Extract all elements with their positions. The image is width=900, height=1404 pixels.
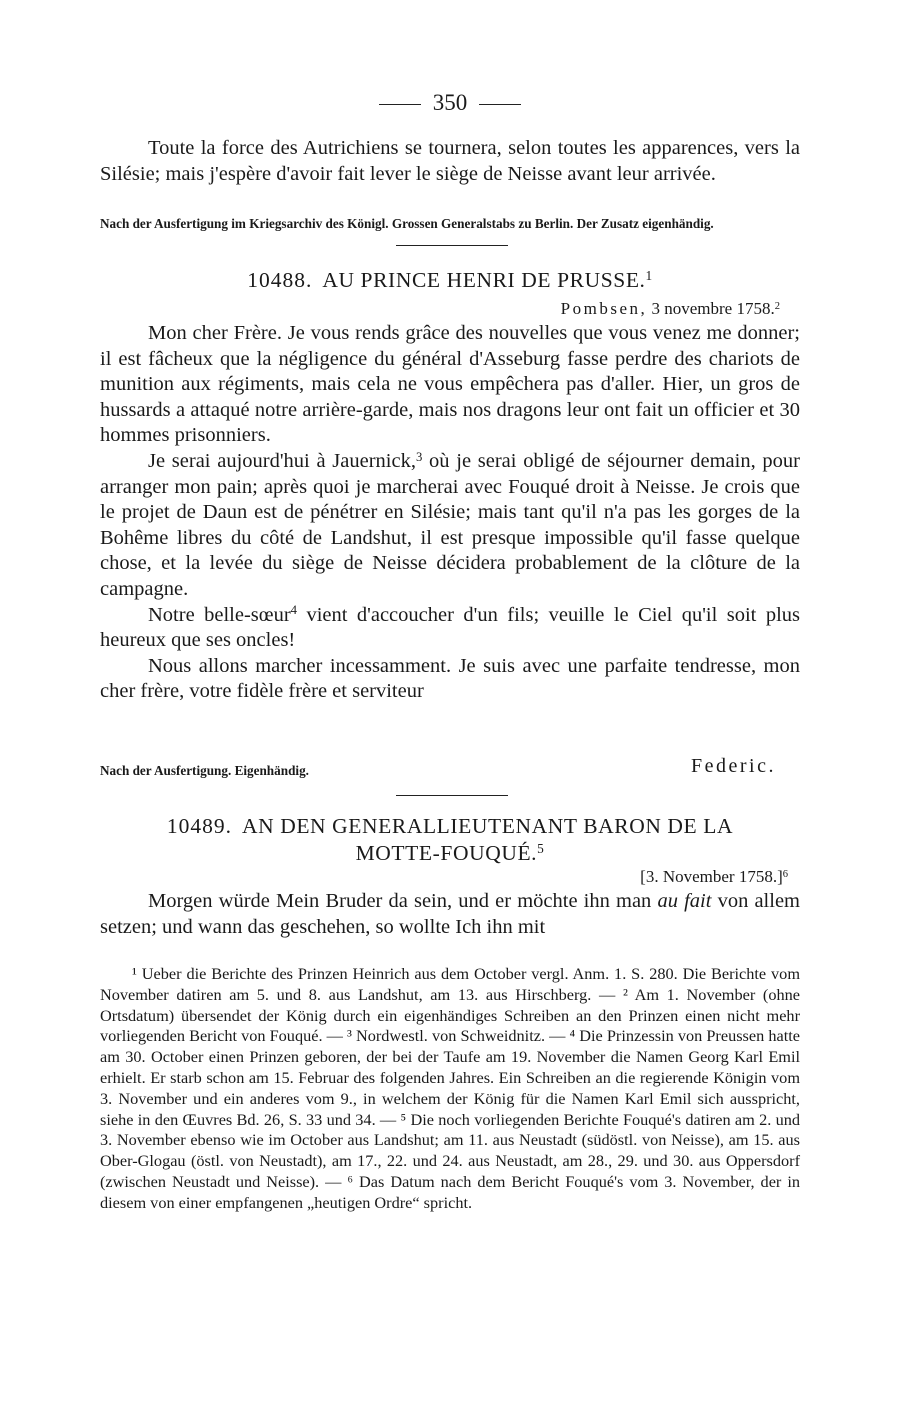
letter-10489-body xyxy=(100,889,800,940)
date: 3 novembre 1758. xyxy=(651,299,775,318)
footnotes-text: ¹ Ueber die Berichte des Prinzen Heinrich aus dem October vergl. Anm. 1. S. 280. Die Berichte vom November datiren am 5. und 8. aus Landshut, am 13. aus Hirschberg. — ² Am 1. November (ohne Ortsdatum) übersendet der König durch ein eigenhändiges Schreiben an den Prinzen einen nicht mehr vorliegenden Bericht von Fouqué. — ³ Nordwestl. von Schweidnitz. — ⁴ Die Prinzessin von Preussen hatte am 30. October einen Prinzen geboren, der bei der Taufe am 19. November die Namen Georg Karl Emil erhielt. Er starb schon am 15. Februar des folgenden Jahres. Ein Schreiben an die regierende Königin vom 3. November und ein anderes vom 9., in welchem der König für die Namen Karl Emil sich ausspricht, siehe in den Œuvres Bd. 26, S. 33 und 34. — ⁵ Die noch vorliegenden Berichte Fouqué's datiren am 2. und 3. November ebenso wie im October aus Landshut; am 11. aus Neustadt (südöstl. von Neisse), am 15. aus Ober-Glogau (östl. von Neustadt), am 17., 22. und 24. aus Neustadt, am 28., 29. und 30. aus Oppersdorf (zwischen Neustadt und Neisse). — ⁶ Das Datum nach dem Bericht Fouqué's vom 3. November, der in diesem von einer empfangenen „heutigen Ordre“ spricht. xyxy=(100,964,800,1212)
footnotes xyxy=(100,964,800,1214)
letter-10488-dateline xyxy=(100,298,780,320)
page-number: 350 xyxy=(432,90,468,115)
footnote-ref: 5 xyxy=(537,841,545,857)
paragraph xyxy=(100,889,800,940)
text: Notre belle-sœur xyxy=(148,603,291,626)
footnote-ref: 4 xyxy=(290,603,298,618)
footnote-ref: 1 xyxy=(645,268,653,284)
letter-title-part1: AN DEN GENERALLIEUTENANT BARON DE LA xyxy=(241,814,734,838)
text: Morgen würde Mein Bruder da sein, und er möchte ihn man xyxy=(148,890,658,912)
header-dash-left xyxy=(379,104,421,105)
paragraph: Mon cher Frère. Je vous rends grâce des nouvelles que vous venez me donner; il est fâcheux que la négligence du général d'Asseburg fasse perdre des chariots de munition aux régiments, mais cela ne vous empêchera pas d'aller. Hier, un gros de hussards a attaqué notre arrière-garde, mais nos dragons leur ont fait un officier et 30 hommes prisonniers. xyxy=(100,322,800,447)
heading-line-2 xyxy=(100,840,800,867)
text: où je serai obligé de séjourner demain, pour arranger mon pain; après quoi je marcherai avec Fouqué droit à Neisse. Je crois que le projet de Daun est de pénétrer en Silésie; mais tant qu'il n'a pas les gorges de la Bohême libres du côté de Landshut, il est presque impossible qu'il fasse quelque chose, et la levée du siège de Neisse décidera probablement de la clôture de la campagne. xyxy=(100,449,800,600)
footnote-ref: 6 xyxy=(782,868,788,880)
text: vient d'accoucher d'un fils; veuille le Ciel qu'il soit plus heureux que ses oncles! xyxy=(100,603,800,652)
letter-10488-heading xyxy=(100,267,800,294)
letter-number: 10489. xyxy=(166,814,232,838)
text: von allem setzen; und wann das geschehen, so wollte Ich ihn mit xyxy=(100,890,800,938)
footnote-ref: 2 xyxy=(774,300,780,312)
letter-10488-body xyxy=(100,321,800,705)
footnote-ref: 3 xyxy=(415,449,423,464)
italic-phrase: au fait xyxy=(657,890,712,912)
paragraph xyxy=(100,449,800,603)
header-dash-right xyxy=(479,104,521,105)
paragraph: Nous allons marcher incessamment. Je suis avec une parfaite tendresse, mon cher frère, votre fidèle frère et serviteur xyxy=(100,654,800,703)
letter-title: AU PRINCE HENRI DE PRUSSE. xyxy=(322,268,646,292)
place: Pombsen, xyxy=(560,299,648,318)
letter-10488-source-note: Nach der Ausfertigung. Eigenhändig. xyxy=(100,763,309,778)
letter-title-part2: MOTTE-FOUQUÉ. xyxy=(355,841,538,865)
text: Je serai aujourd'hui à Jauernick, xyxy=(148,449,416,472)
carryover-paragraph xyxy=(100,136,800,187)
heading-line-1 xyxy=(100,813,800,840)
carryover-text: Toute la force des Autrichiens se tournera, selon toutes les apparences, vers la Silésie; mais j'espère d'avoir fait lever le siège de Neisse avant leur arrivée. xyxy=(100,137,800,185)
letter-10489-heading xyxy=(100,813,800,867)
carryover-source-note: Nach der Ausfertigung im Kriegsarchiv des Königl. Grossen Generalstabs zu Berlin. Der Zusatz eigenhändig. xyxy=(100,216,714,231)
letter-10489-dateline xyxy=(100,866,788,888)
section-divider-short xyxy=(396,245,508,246)
page-header xyxy=(0,88,900,118)
date: [3. November 1758.] xyxy=(640,867,783,886)
letter-number: 10488. xyxy=(247,268,313,292)
paragraph xyxy=(100,603,800,654)
section-divider-short xyxy=(396,795,508,796)
signature: Federic. xyxy=(691,755,776,777)
